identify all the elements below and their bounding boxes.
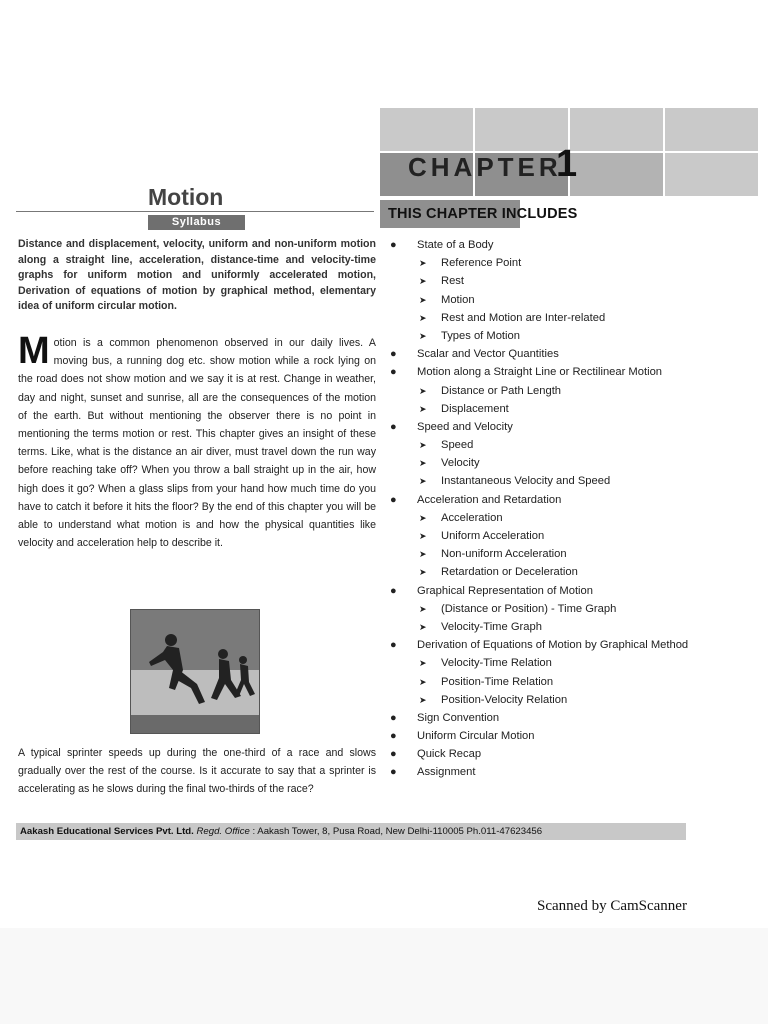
arrow-bullet-icon: ➤ — [419, 512, 427, 523]
subtopic-item — [388, 693, 708, 708]
topic-label: Scalar and Vector Quantities — [417, 348, 559, 361]
arrow-bullet-icon: ➤ — [419, 621, 427, 632]
dropcap-letter: M — [18, 330, 50, 372]
subtopic-item — [388, 565, 708, 580]
bullet-icon: ● — [390, 584, 397, 597]
syllabus-badge: Syllabus — [148, 215, 245, 230]
topic-label: Speed and Velocity — [417, 420, 513, 433]
topic-item — [388, 347, 708, 362]
subtopic-label: Position-Time Relation — [441, 675, 554, 688]
subtopic-label: Motion — [441, 293, 475, 306]
arrow-bullet-icon: ➤ — [419, 658, 427, 669]
bullet-icon: ● — [390, 748, 397, 761]
subtopic-label: Velocity-Time Relation — [441, 657, 552, 670]
subtopic-item — [388, 311, 708, 326]
chapter-topics-list — [388, 238, 708, 784]
topic-label: Graphical Representation of Motion — [417, 584, 593, 597]
arrow-bullet-icon: ➤ — [419, 276, 427, 287]
arrow-bullet-icon: ➤ — [419, 312, 427, 323]
subtopic-label: Uniform Acceleration — [441, 530, 545, 542]
bullet-icon: ● — [390, 239, 397, 251]
subtopic-item — [388, 547, 708, 562]
subtopic-label: Position-Velocity Relation — [441, 693, 568, 706]
arrow-bullet-icon: ➤ — [419, 531, 427, 541]
subtopic-item — [388, 474, 708, 489]
sprinter-photo — [130, 609, 260, 734]
subtopic-item — [388, 402, 708, 417]
arrow-bullet-icon: ➤ — [419, 603, 427, 614]
topic-item — [388, 365, 708, 380]
subtopic-label: Rest — [441, 275, 465, 288]
footer-bar — [16, 823, 686, 840]
topic-label: Motion along a Straight Line or Rectilinear Motion — [417, 366, 663, 379]
arrow-bullet-icon: ➤ — [419, 458, 427, 469]
subtopic-label: Velocity-Time Graph — [441, 620, 542, 633]
bullet-icon: ● — [390, 730, 397, 743]
arrow-bullet-icon: ➤ — [419, 440, 427, 451]
scanner-watermark: Scanned by CamScanner — [537, 898, 687, 914]
arrow-bullet-icon: ➤ — [419, 549, 427, 560]
arrow-bullet-icon: ➤ — [419, 567, 427, 578]
arrow-bullet-icon: ➤ — [419, 476, 427, 487]
footer-address: : Aakash Tower, 8, Pusa Road, New Delhi-110005 Ph.011-47623456 — [252, 826, 543, 837]
title-divider — [16, 211, 374, 212]
subtopic-label: Distance or Path Length — [441, 384, 562, 397]
bullet-icon: ● — [390, 348, 397, 361]
bullet-icon: ● — [390, 366, 397, 379]
arrow-bullet-icon: ➤ — [419, 258, 427, 269]
subtopic-item — [388, 438, 708, 453]
subtopic-item — [388, 656, 708, 671]
arrow-bullet-icon: ➤ — [419, 385, 427, 396]
subtopic-item — [388, 293, 708, 308]
topic-label: Uniform Circular Motion — [417, 730, 535, 743]
chapter-includes-heading: THIS CHAPTER INCLUDES — [388, 206, 578, 222]
bullet-icon: ● — [390, 711, 397, 724]
footer-regd-label: Regd. Office — [196, 826, 250, 837]
subtopic-item — [388, 456, 708, 471]
subtopic-label: Types of Motion — [441, 329, 520, 342]
subtopic-item — [388, 256, 708, 271]
intro-text: otion is a common phenomenon observed in our daily lives. A moving bus, a running dog etc. show motion while a rock lying on the road does not show motion and we say it is at rest. Change in weather, day and night, sunset and sunrise, all are the consequences of the motion of the earth. But without mentioning the observer there is no point in mentioning the terms motion or rest. This chapter gives an insight of these terms. Like, what is the distance an air diver, must travel down the run way before reaching take off? When you throw a ball straight up in the air, how high does it go? When a glass slips from your hand how much time do you have to catch it before it hits the floor? By the end of this chapter you will be able to understand what motion is and how the physical quantities like velocity and acceleration help to describe it. — [18, 337, 376, 550]
bullet-icon: ● — [390, 493, 397, 506]
subtopic-label: Displacement — [441, 402, 509, 415]
subtopic-item — [388, 529, 708, 544]
scan-bottom-area — [0, 928, 768, 1024]
subtopic-item — [388, 274, 708, 289]
topic-label: Assignment — [417, 766, 476, 779]
subtopic-label: Retardation or Deceleration — [441, 566, 578, 579]
arrow-bullet-icon: ➤ — [419, 694, 427, 705]
subtopic-item — [388, 329, 708, 344]
topic-item — [388, 238, 708, 253]
subtopic-label: Rest and Motion are Inter-related — [441, 311, 606, 324]
chapter-label: CHAPTER — [408, 152, 562, 182]
topic-label: Quick Recap — [417, 748, 482, 761]
topic-label: Sign Convention — [417, 711, 500, 724]
syllabus-text: Distance and displacement, velocity, uniform and non-uniform motion along a straight line, acceleration, distance-time and velocity-time graphs for uniform motion and uniformly accelerated motion, Derivation of equations of motion by graphical method, elementary idea of uniform circular motion. — [18, 238, 376, 313]
bullet-icon: ● — [390, 639, 397, 652]
topic-item — [388, 747, 708, 762]
subtopic-label: Velocity — [441, 457, 480, 470]
subtopic-label: Acceleration — [441, 511, 503, 524]
topic-item — [388, 711, 708, 726]
topic-item — [388, 584, 708, 599]
bullet-icon: ● — [390, 420, 397, 433]
topic-item — [388, 493, 708, 508]
arrow-bullet-icon: ➤ — [419, 330, 427, 341]
subtopic-item — [388, 675, 708, 690]
topic-label: State of a Body — [417, 239, 494, 251]
sprinter-question: A typical sprinter speeds up during the one-third of a race and slows gradually over the rest of the course. Is it accurate to say that a sprinter is accelerating as he slows during the final two-thirds of the race? — [18, 747, 376, 796]
subtopic-item — [388, 384, 708, 399]
bullet-icon: ● — [390, 766, 397, 779]
arrow-bullet-icon: ➤ — [419, 294, 427, 305]
subtopic-item — [388, 511, 708, 526]
subtopic-label: Non-uniform Acceleration — [441, 548, 567, 561]
subtopic-item — [388, 602, 708, 617]
subtopic-label: Instantaneous Velocity and Speed — [441, 475, 611, 488]
topic-item — [388, 420, 708, 435]
footer-company: Aakash Educational Services Pvt. Ltd. — [20, 826, 194, 837]
topic-label: Derivation of Equations of Motion by Graphical Method — [417, 639, 689, 652]
arrow-bullet-icon: ➤ — [419, 676, 427, 687]
topic-item — [388, 729, 708, 744]
page-title: Motion — [148, 184, 224, 210]
subtopic-label: Reference Point — [441, 257, 522, 270]
subtopic-label: (Distance or Position) - Time Graph — [441, 602, 617, 615]
topic-label: Acceleration and Retardation — [417, 493, 562, 506]
intro-paragraph — [18, 330, 376, 552]
subtopic-label: Speed — [441, 439, 474, 452]
subtopic-item — [388, 620, 708, 635]
topic-item — [388, 638, 708, 653]
arrow-bullet-icon: ➤ — [419, 403, 427, 414]
chapter-number: 1 — [556, 143, 578, 185]
topic-item — [388, 765, 708, 780]
